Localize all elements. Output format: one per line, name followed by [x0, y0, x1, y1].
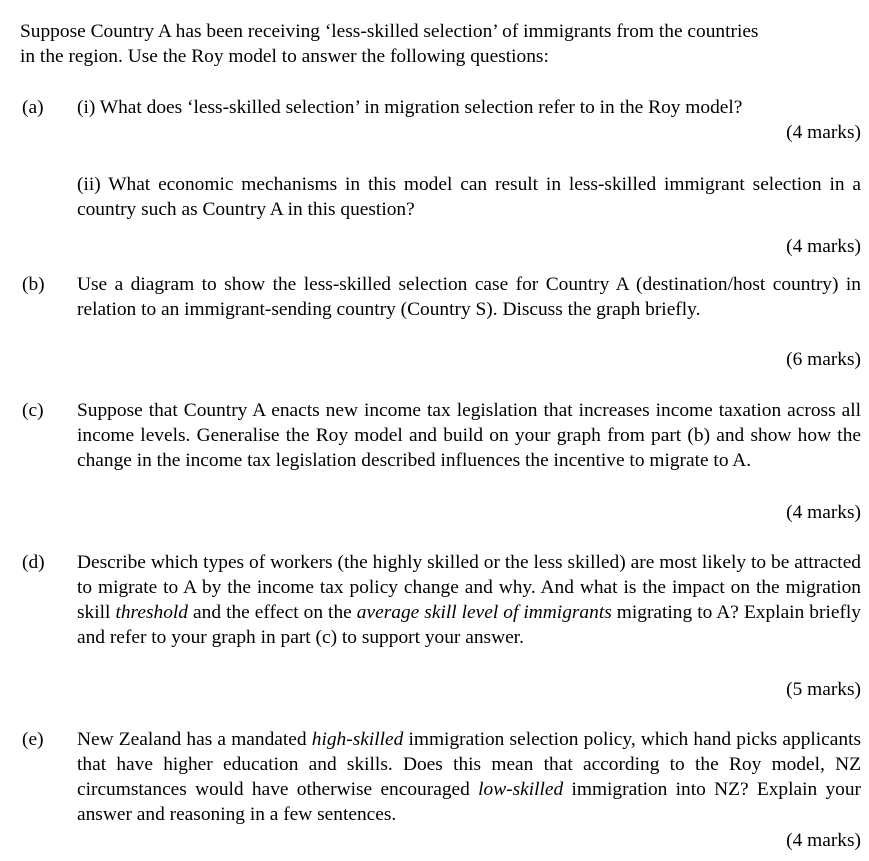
question-e-label: (e)	[22, 729, 44, 750]
question-c-marks: (4 marks)	[786, 502, 861, 523]
low-skilled-emphasis: low-skilled	[478, 779, 564, 800]
question-e-text-part-3: immigration into NZ? Explain your answer and reasoning in a few sentences.	[77, 779, 861, 825]
question-d-marks: (5 marks)	[786, 679, 861, 700]
question-a-part-i: (i) What does ‘less-skilled selection’ in migration selection refer to in the Roy model?	[77, 97, 743, 118]
average-skill-emphasis: average skill level of immigrants	[356, 602, 612, 623]
question-a-part-i-marks: (4 marks)	[786, 122, 861, 143]
question-a-label: (a)	[22, 97, 44, 118]
question-d-label: (d)	[22, 552, 45, 573]
question-e-marks: (4 marks)	[786, 830, 861, 851]
question-a-part-ii-marks: (4 marks)	[786, 236, 861, 257]
question-b-marks: (6 marks)	[786, 349, 861, 370]
question-d-text-part-3: migrating to A? Explain briefly and refer to your graph in part (c) to support your answer.	[77, 602, 861, 648]
intro-paragraph	[20, 19, 862, 69]
question-d-text-part-2: and the effect on the	[188, 602, 357, 623]
question-e-text	[77, 727, 861, 827]
question-d-text-part-1: Describe which types of workers (the highly skilled or the less skilled) are most likely to be attracted to migrate to A by the income tax policy change and why. And what is the impact on the migration skill	[77, 552, 861, 623]
question-b-text: Use a diagram to show the less-skilled selection case for Country A (destination/host country) in relation to an immigrant-sending country (Country S). Discuss the graph briefly.	[77, 274, 861, 320]
question-c-text: Suppose that Country A enacts new income tax legislation that increases income taxation across all income levels. Generalise the Roy model and build on your graph from part (b) and show how the change in the income tax legislation described influences the incentive to migrate to A.	[77, 400, 861, 471]
question-b-label: (b)	[22, 274, 45, 295]
intro-line-1: Suppose Country A has been receiving ‘less-skilled selection’ of immigrants from the countries	[20, 21, 759, 42]
intro-line-2: in the region. Use the Roy model to answer the following questions:	[20, 46, 549, 67]
question-d-text	[77, 550, 861, 650]
high-skilled-emphasis: high-skilled	[311, 729, 404, 750]
threshold-emphasis: threshold	[115, 602, 188, 623]
question-e-text-part-2: immigration selection policy, which hand picks applicants that have higher education and skills. Does this mean that according to the Roy model, NZ circumstances would have otherwise encouraged	[77, 729, 862, 800]
question-c-label: (c)	[22, 400, 44, 421]
question-e-text-part-1: New Zealand has a mandated	[77, 729, 312, 750]
question-a-part-ii: (ii) What economic mechanisms in this model can result in less-skilled immigrant selection in a country such as Country A in this question?	[77, 174, 861, 220]
